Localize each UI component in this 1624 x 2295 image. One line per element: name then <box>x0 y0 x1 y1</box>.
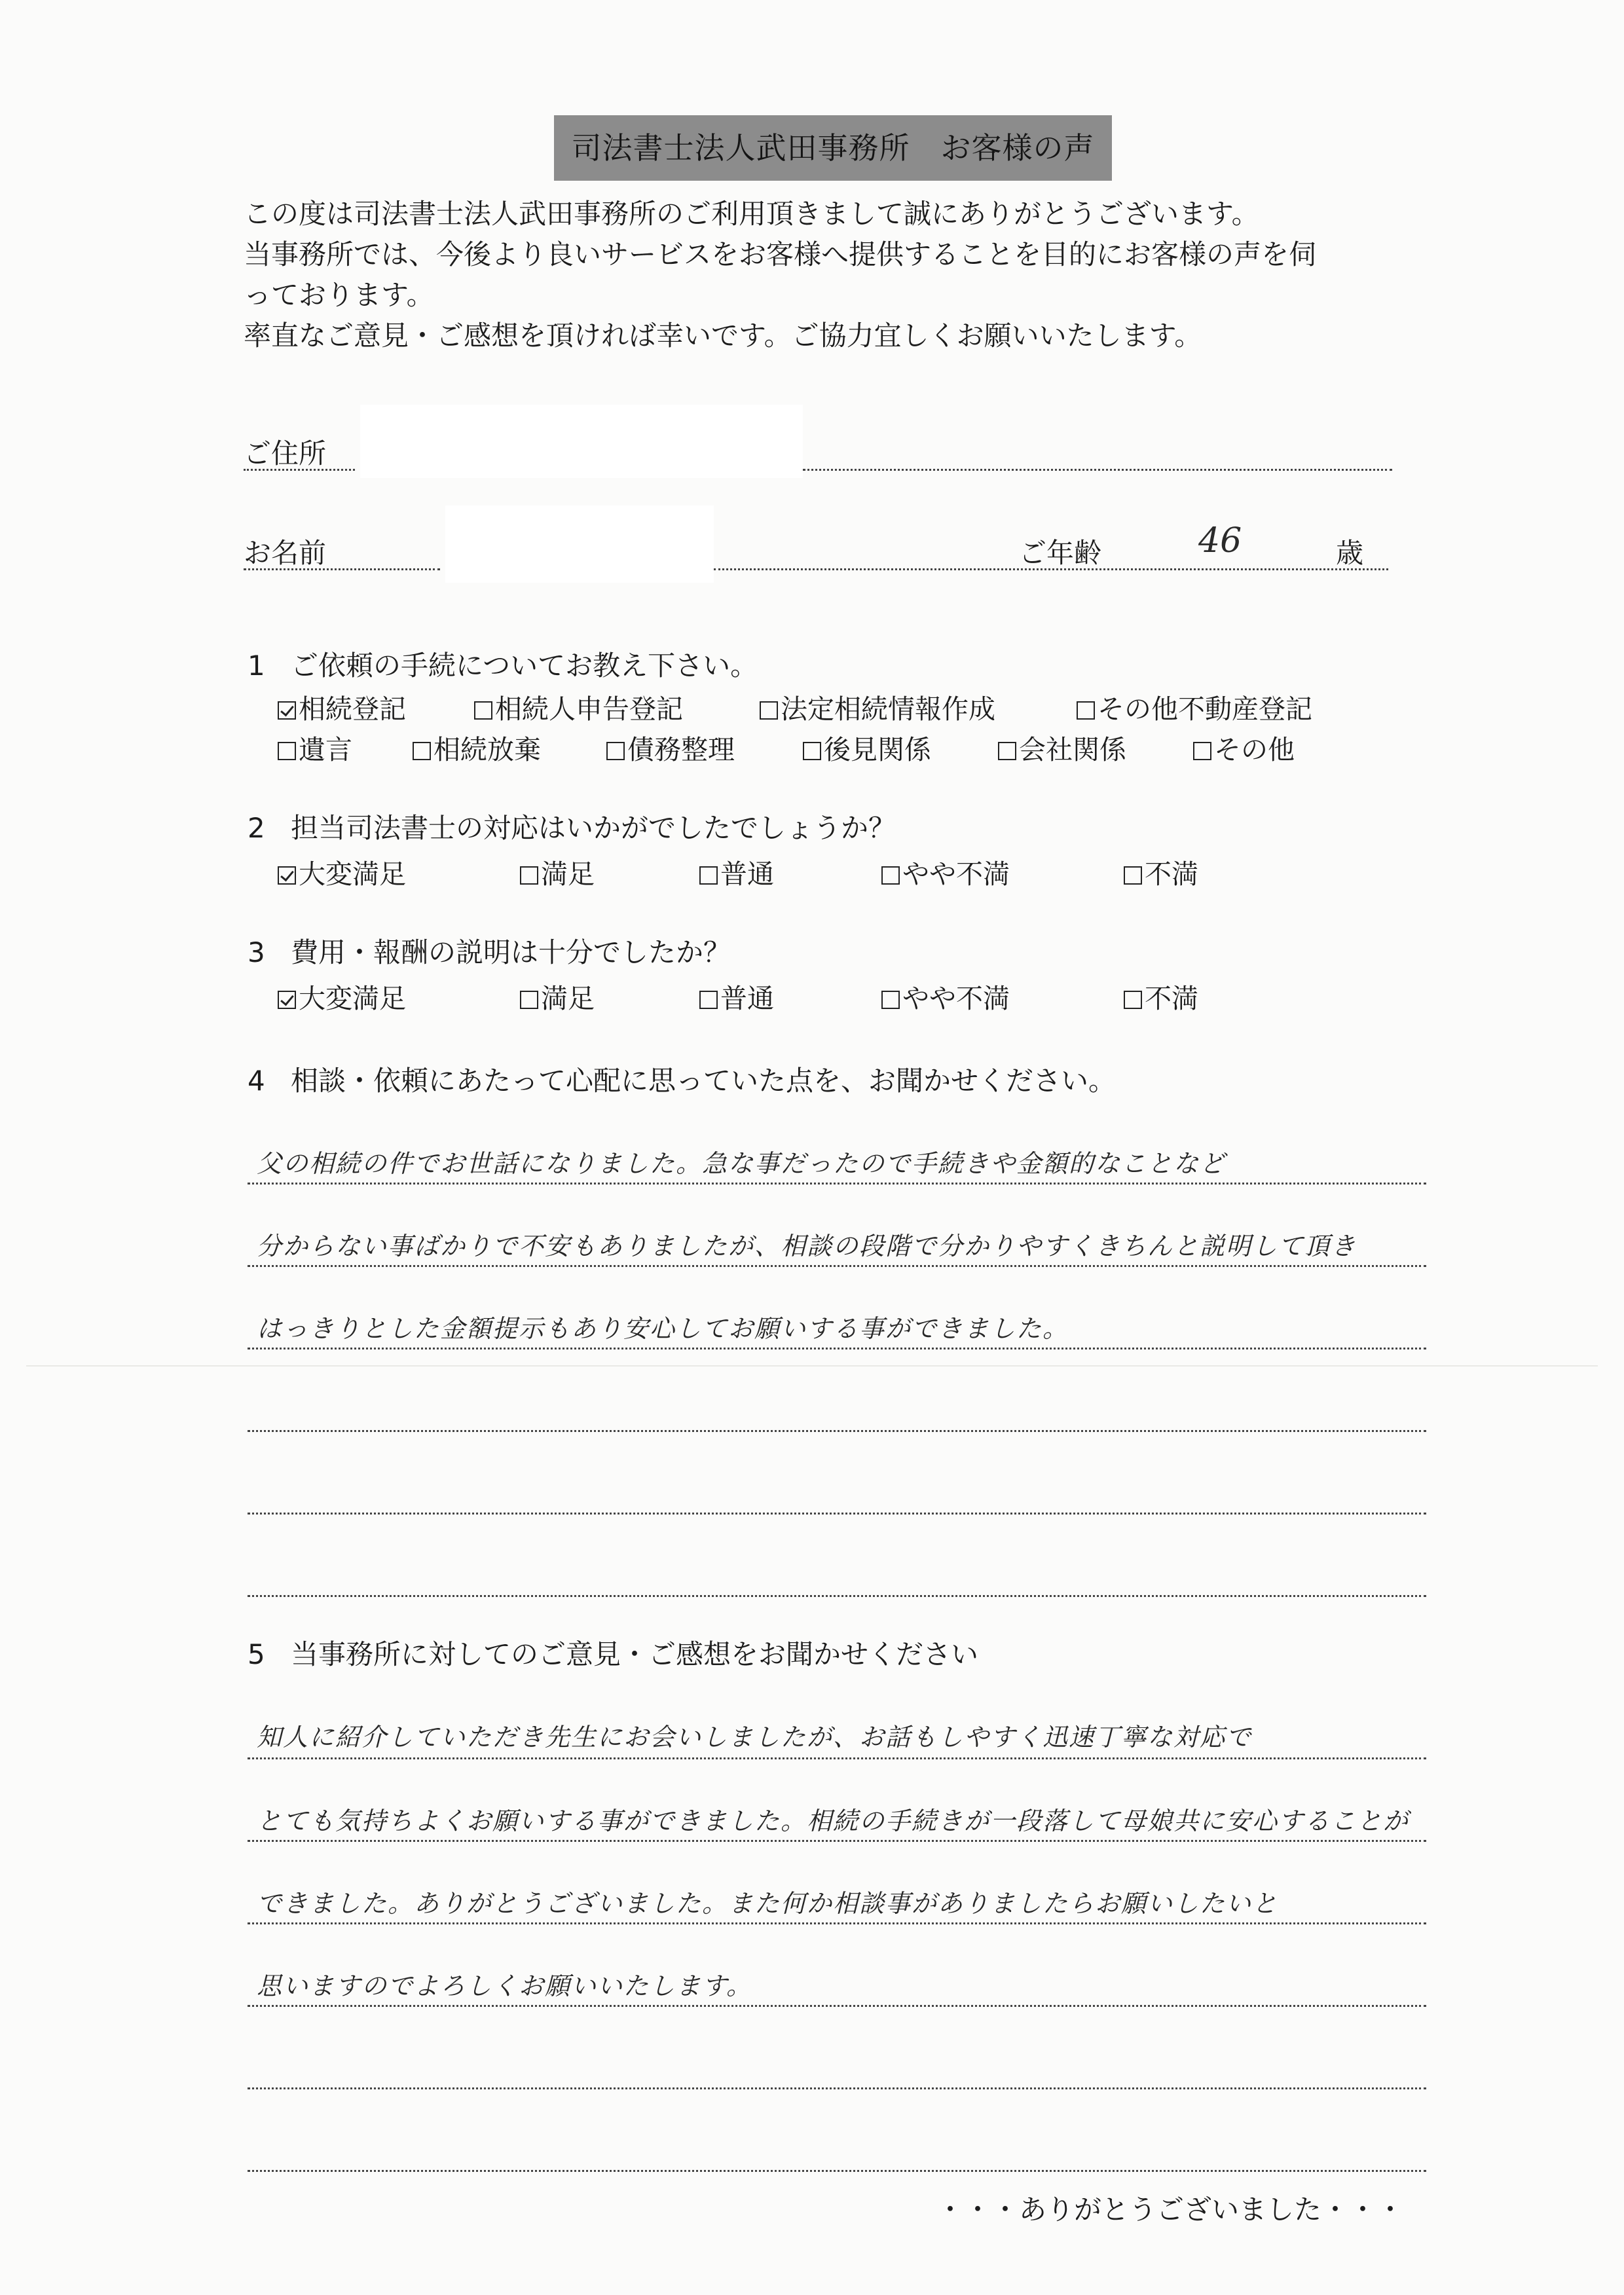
question-text: 費用・報酬の説明は十分でしたか？ <box>291 936 731 968</box>
question-3 <box>248 931 731 970</box>
intro-line: この度は司法書士法人武田事務所のご利用頂きまして誠にありがとうございます。 <box>244 198 1259 230</box>
checkbox[interactable] <box>803 742 821 760</box>
rating-somewhat-dissatisfied[interactable] <box>881 853 1010 891</box>
option-label: 普通 <box>720 858 774 890</box>
option-label: 相続放棄 <box>434 734 541 765</box>
option-houtei-souzoku-jouhou[interactable] <box>760 688 995 726</box>
checkbox-checked[interactable] <box>278 991 296 1009</box>
option-label: 後見関係 <box>824 734 931 765</box>
question-4 <box>248 1059 1116 1099</box>
checkbox[interactable] <box>1124 991 1142 1009</box>
intro-line: っております。 <box>244 279 434 311</box>
option-label: 会社関係 <box>1019 734 1126 765</box>
rating-dissatisfied[interactable] <box>1124 977 1198 1016</box>
checkbox[interactable] <box>520 991 538 1009</box>
q4-answer-line: はっきりとした金額提示もあり安心してお願いする事ができました。 <box>257 1314 1069 1343</box>
rating-very-satisfied[interactable] <box>278 977 406 1016</box>
q5-answer-line: 思いますのでよろしくお願いいたします。 <box>257 1972 752 2000</box>
option-guardianship[interactable] <box>803 728 931 767</box>
option-label: その他不動産登記 <box>1098 693 1312 725</box>
checkbox[interactable] <box>1077 701 1095 720</box>
option-debt[interactable] <box>606 728 735 767</box>
question-text: 当事務所に対してのご意見・ご感想をお聞かせください <box>291 1638 979 1670</box>
checkbox[interactable] <box>699 866 718 885</box>
age-value: 46 <box>1198 521 1242 560</box>
option-label: やや不満 <box>902 858 1010 890</box>
option-souzoku-touki[interactable] <box>278 688 406 726</box>
question-text: 担当司法書士の対応はいかがでしたでしょうか？ <box>291 812 896 844</box>
answer-rule <box>248 1922 1426 1924</box>
question-number: 2 <box>248 812 265 844</box>
question-1 <box>248 644 758 684</box>
address-label: ご住所 <box>244 437 327 469</box>
intro-paragraph <box>244 194 1475 356</box>
question-number: 4 <box>248 1065 265 1097</box>
answer-rule <box>248 1430 1426 1432</box>
option-label: 満足 <box>541 858 595 890</box>
checkbox[interactable] <box>881 991 900 1009</box>
option-souzokunin-shinkoku[interactable] <box>474 688 683 726</box>
option-label: 債務整理 <box>627 734 735 765</box>
checkbox[interactable] <box>520 866 538 885</box>
answer-rule <box>248 1757 1426 1759</box>
option-company[interactable] <box>998 728 1126 767</box>
address-underline-left <box>244 469 355 471</box>
option-label: やや不満 <box>902 983 1010 1014</box>
option-renunciation[interactable] <box>413 728 541 767</box>
rating-neutral[interactable] <box>699 977 774 1016</box>
answer-rule <box>248 2087 1426 2089</box>
answer-rule <box>248 2005 1426 2007</box>
option-label: 大変満足 <box>299 858 406 890</box>
answer-rule <box>248 1183 1426 1184</box>
q5-answer-line: できました。ありがとうございました。また何か相談事がありましたらお願いしたいと <box>257 1889 1279 1918</box>
option-label: 満足 <box>541 983 595 1014</box>
q4-answer-line: 分からない事ばかりで不安もありましたが、相談の段階で分かりやすくきちんと説明して頂き <box>257 1232 1357 1260</box>
rating-satisfied[interactable] <box>520 977 595 1016</box>
option-label: 法定相続情報作成 <box>781 693 995 725</box>
intro-line: 率直なご意見・ご感想を頂ければ幸いです。ご協力宜しくお願いいたします。 <box>244 320 1202 352</box>
address-redaction <box>360 405 803 478</box>
option-label: 普通 <box>720 983 774 1014</box>
closing-thanks: ・・・ありがとうございました・・・ <box>936 2194 1405 2226</box>
answer-rule <box>248 1348 1426 1349</box>
option-label: 大変満足 <box>299 983 406 1014</box>
option-label: 遺言 <box>299 734 352 765</box>
name-underline-left <box>244 568 440 570</box>
question-number: 1 <box>248 650 265 682</box>
answer-rule <box>248 1840 1426 1842</box>
option-label: その他 <box>1214 734 1295 765</box>
checkbox[interactable] <box>474 701 492 720</box>
answer-rule <box>248 1513 1426 1515</box>
name-redaction <box>445 505 714 583</box>
question-number: 5 <box>248 1638 265 1670</box>
age-label: ご年齢 <box>1019 537 1102 569</box>
checkbox[interactable] <box>278 742 296 760</box>
checkbox[interactable] <box>606 742 625 760</box>
checkbox[interactable] <box>699 991 718 1009</box>
option-label: 不満 <box>1145 858 1198 890</box>
age-unit: 歳 <box>1336 537 1364 569</box>
option-label: 相続人申告登記 <box>495 693 683 725</box>
paper-fold-line <box>26 1365 1598 1367</box>
rating-satisfied[interactable] <box>520 853 595 891</box>
option-label: 相続登記 <box>299 693 406 725</box>
option-other[interactable] <box>1193 728 1295 767</box>
answer-rule <box>248 1595 1426 1597</box>
rating-neutral[interactable] <box>699 853 774 891</box>
rating-very-satisfied[interactable] <box>278 853 406 891</box>
address-underline-right <box>803 469 1392 471</box>
checkbox[interactable] <box>998 742 1016 760</box>
answer-rule <box>248 1265 1426 1267</box>
page-title: 司法書士法人武田事務所 お客様の声 <box>554 115 1112 181</box>
option-other-real-estate[interactable] <box>1077 688 1312 726</box>
rating-dissatisfied[interactable] <box>1124 853 1198 891</box>
option-will[interactable] <box>278 728 352 767</box>
checkbox-checked[interactable] <box>278 866 296 885</box>
checkbox[interactable] <box>1193 742 1211 760</box>
checkbox[interactable] <box>881 866 900 885</box>
question-2 <box>248 807 896 846</box>
option-label: 不満 <box>1145 983 1198 1014</box>
answer-rule <box>248 2170 1426 2172</box>
rating-somewhat-dissatisfied[interactable] <box>881 977 1010 1016</box>
checkbox-checked[interactable] <box>278 701 296 720</box>
q5-answer-line: 知人に紹介していただき先生にお会いしましたが、お話もしやすく迅速丁寧な対応で <box>257 1723 1253 1752</box>
name-label: お名前 <box>244 537 327 569</box>
q4-answer-line: 父の相続の件でお世話になりました。急な事だったので手続きや金額的なことなど <box>257 1149 1227 1178</box>
checkbox[interactable] <box>413 742 431 760</box>
question-text: 相談・依頼にあたって心配に思っていた点を、お聞かせください。 <box>291 1065 1116 1097</box>
checkbox[interactable] <box>760 701 778 720</box>
q5-answer-line: とても気持ちよくお願いする事ができました。相続の手続きが一段落して母娘共に安心することが <box>257 1807 1410 1835</box>
question-5 <box>248 1633 978 1672</box>
question-text: ご依頼の手続についてお教え下さい。 <box>291 650 758 682</box>
intro-line: 当事務所では、今後より良いサービスをお客様へ提供することを目的にお客様の声を伺 <box>244 238 1317 270</box>
checkbox[interactable] <box>1124 866 1142 885</box>
question-number: 3 <box>248 936 265 968</box>
